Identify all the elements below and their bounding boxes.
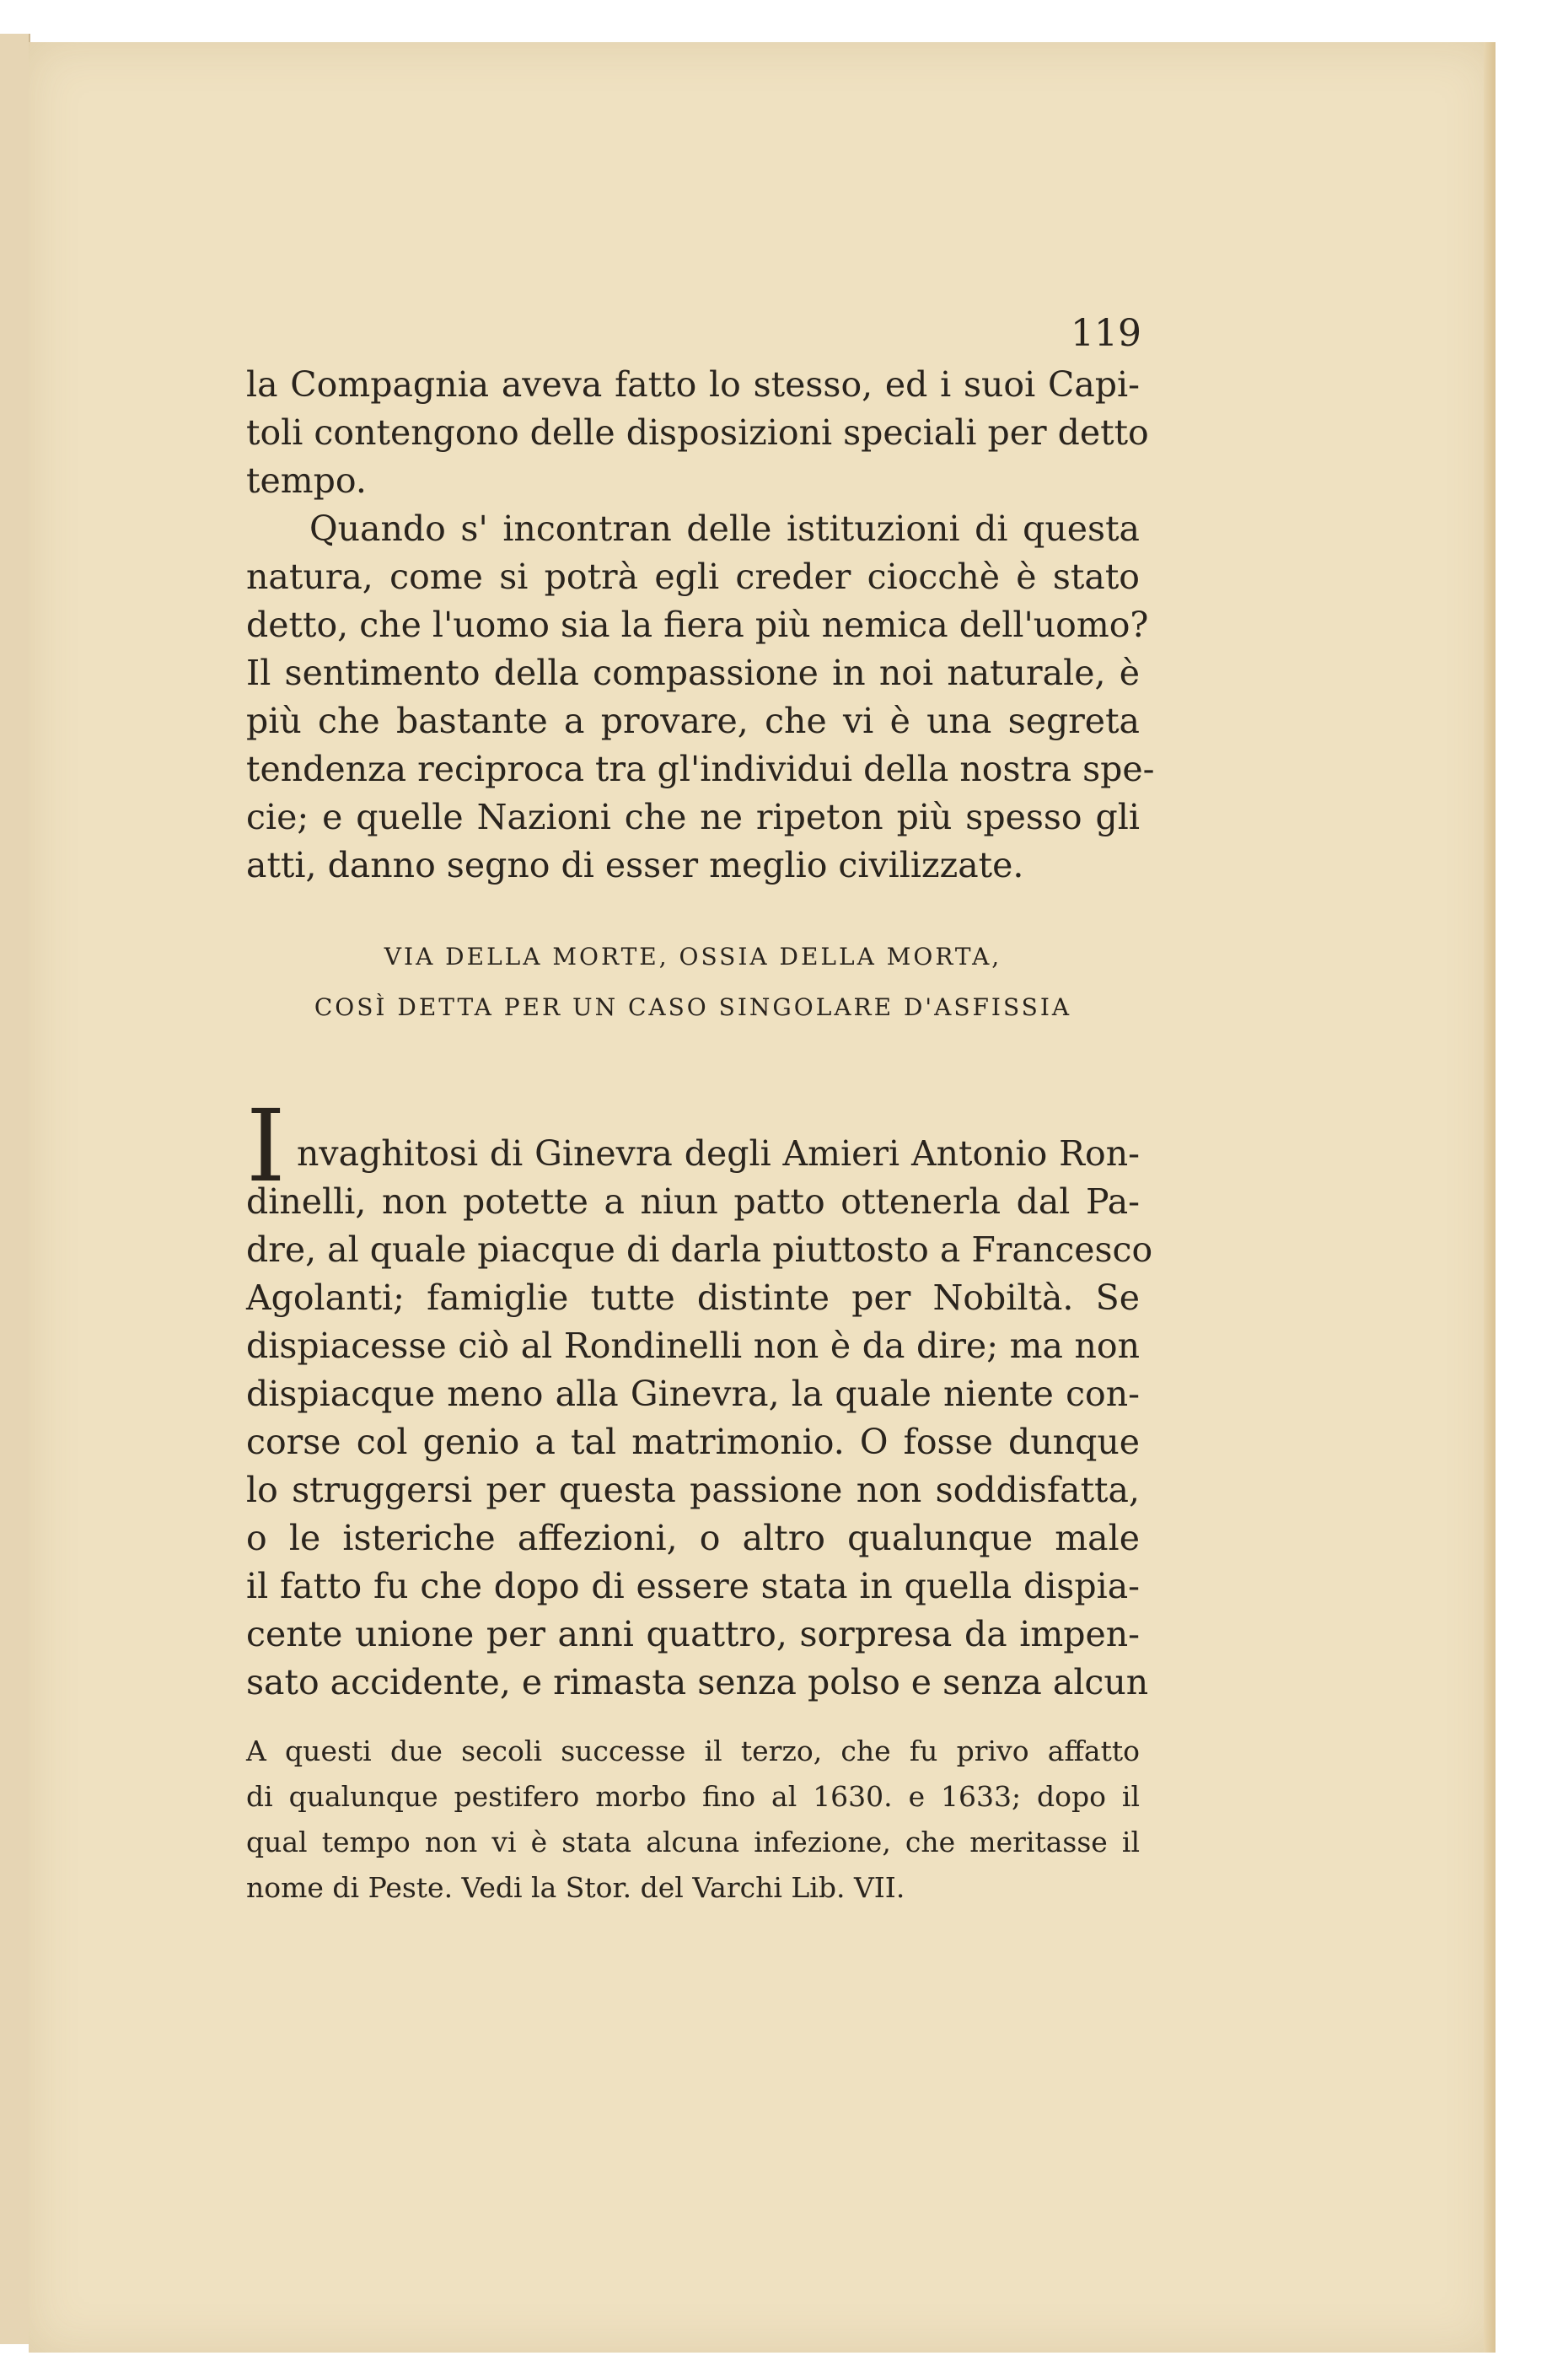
- text-line: detto, che l'uomo sia la fiera più nemica dell'uomo?: [246, 605, 1149, 645]
- text-line: natura, come si potrà egli creder ciocchè è stato: [246, 557, 1140, 597]
- drop-cap: I: [246, 1088, 286, 1204]
- page-number: 119: [1071, 312, 1141, 355]
- section-heading-line-1: VIA DELLA MORTE, OSSIA DELLA MORTA,: [384, 943, 1002, 971]
- text-line: cie; e quelle Nazioni che ne ripeton più spesso gli: [246, 797, 1140, 837]
- text-line: toli contengono delle disposizioni speciali per detto: [246, 412, 1149, 453]
- text-line: tempo.: [246, 460, 367, 501]
- text-line: la Compagnia aveva fatto lo stesso, ed i suoi Capi-: [246, 364, 1140, 405]
- text-line: dre, al quale piacque di darla piuttosto a Francesco: [246, 1229, 1153, 1270]
- previous-page-edge: [0, 34, 30, 2344]
- text-line: dispiacesse ciò al Rondinelli non è da dire; ma non: [246, 1326, 1140, 1366]
- section-heading-line-2: COSÌ DETTA PER UN CASO SINGOLARE D'ASFISSIA: [314, 993, 1072, 1021]
- text-line: dispiacque meno alla Ginevra, la quale niente con-: [246, 1374, 1140, 1414]
- footnote-line: A questi due secoli successe il terzo, che fu privo affatto: [246, 1734, 1140, 1767]
- text-line: il fatto fu che dopo di essere stata in quella dispia-: [246, 1566, 1140, 1606]
- text-line: lo struggersi per questa passione non soddisfatta,: [246, 1470, 1140, 1510]
- text-line: corse col genio a tal matrimonio. O fosse dunque: [246, 1422, 1140, 1462]
- text-line: o le isteriche affezioni, o altro qualunque male: [246, 1518, 1140, 1558]
- footnote-line: qual tempo non vi è stata alcuna infezione, che meritasse il: [246, 1826, 1140, 1858]
- text-line: tendenza reciproca tra gl'individui della nostra spe-: [246, 749, 1155, 789]
- text-line: sato accidente, e rimasta senza polso e senza alcun: [246, 1662, 1149, 1702]
- page-edge-shadow: [1484, 42, 1496, 2353]
- footnote-line: nome di Peste. Vedi la Stor. del Varchi Lib. VII.: [246, 1871, 905, 1904]
- text-line: più che bastante a provare, che vi è una segreta: [246, 701, 1140, 741]
- text-line: Il sentimento della compassione in noi naturale, è: [246, 653, 1140, 693]
- text-line: Agolanti; famiglie tutte distinte per Nobiltà. Se: [246, 1277, 1140, 1318]
- text-line: dinelli, non potette a niun patto ottenerla dal Pa-: [246, 1181, 1140, 1222]
- footnote-line: di qualunque pestifero morbo fino al 1630. e 1633; dopo il: [246, 1780, 1140, 1813]
- text-line: atti, danno segno di esser meglio civilizzate.: [246, 845, 1024, 885]
- text-line: nvaghitosi di Ginevra degli Amieri Antonio Ron-: [297, 1133, 1140, 1174]
- text-line: Quando s' incontran delle istituzioni di questa: [309, 508, 1140, 549]
- text-line: cente unione per anni quattro, sorpresa da impen-: [246, 1614, 1140, 1654]
